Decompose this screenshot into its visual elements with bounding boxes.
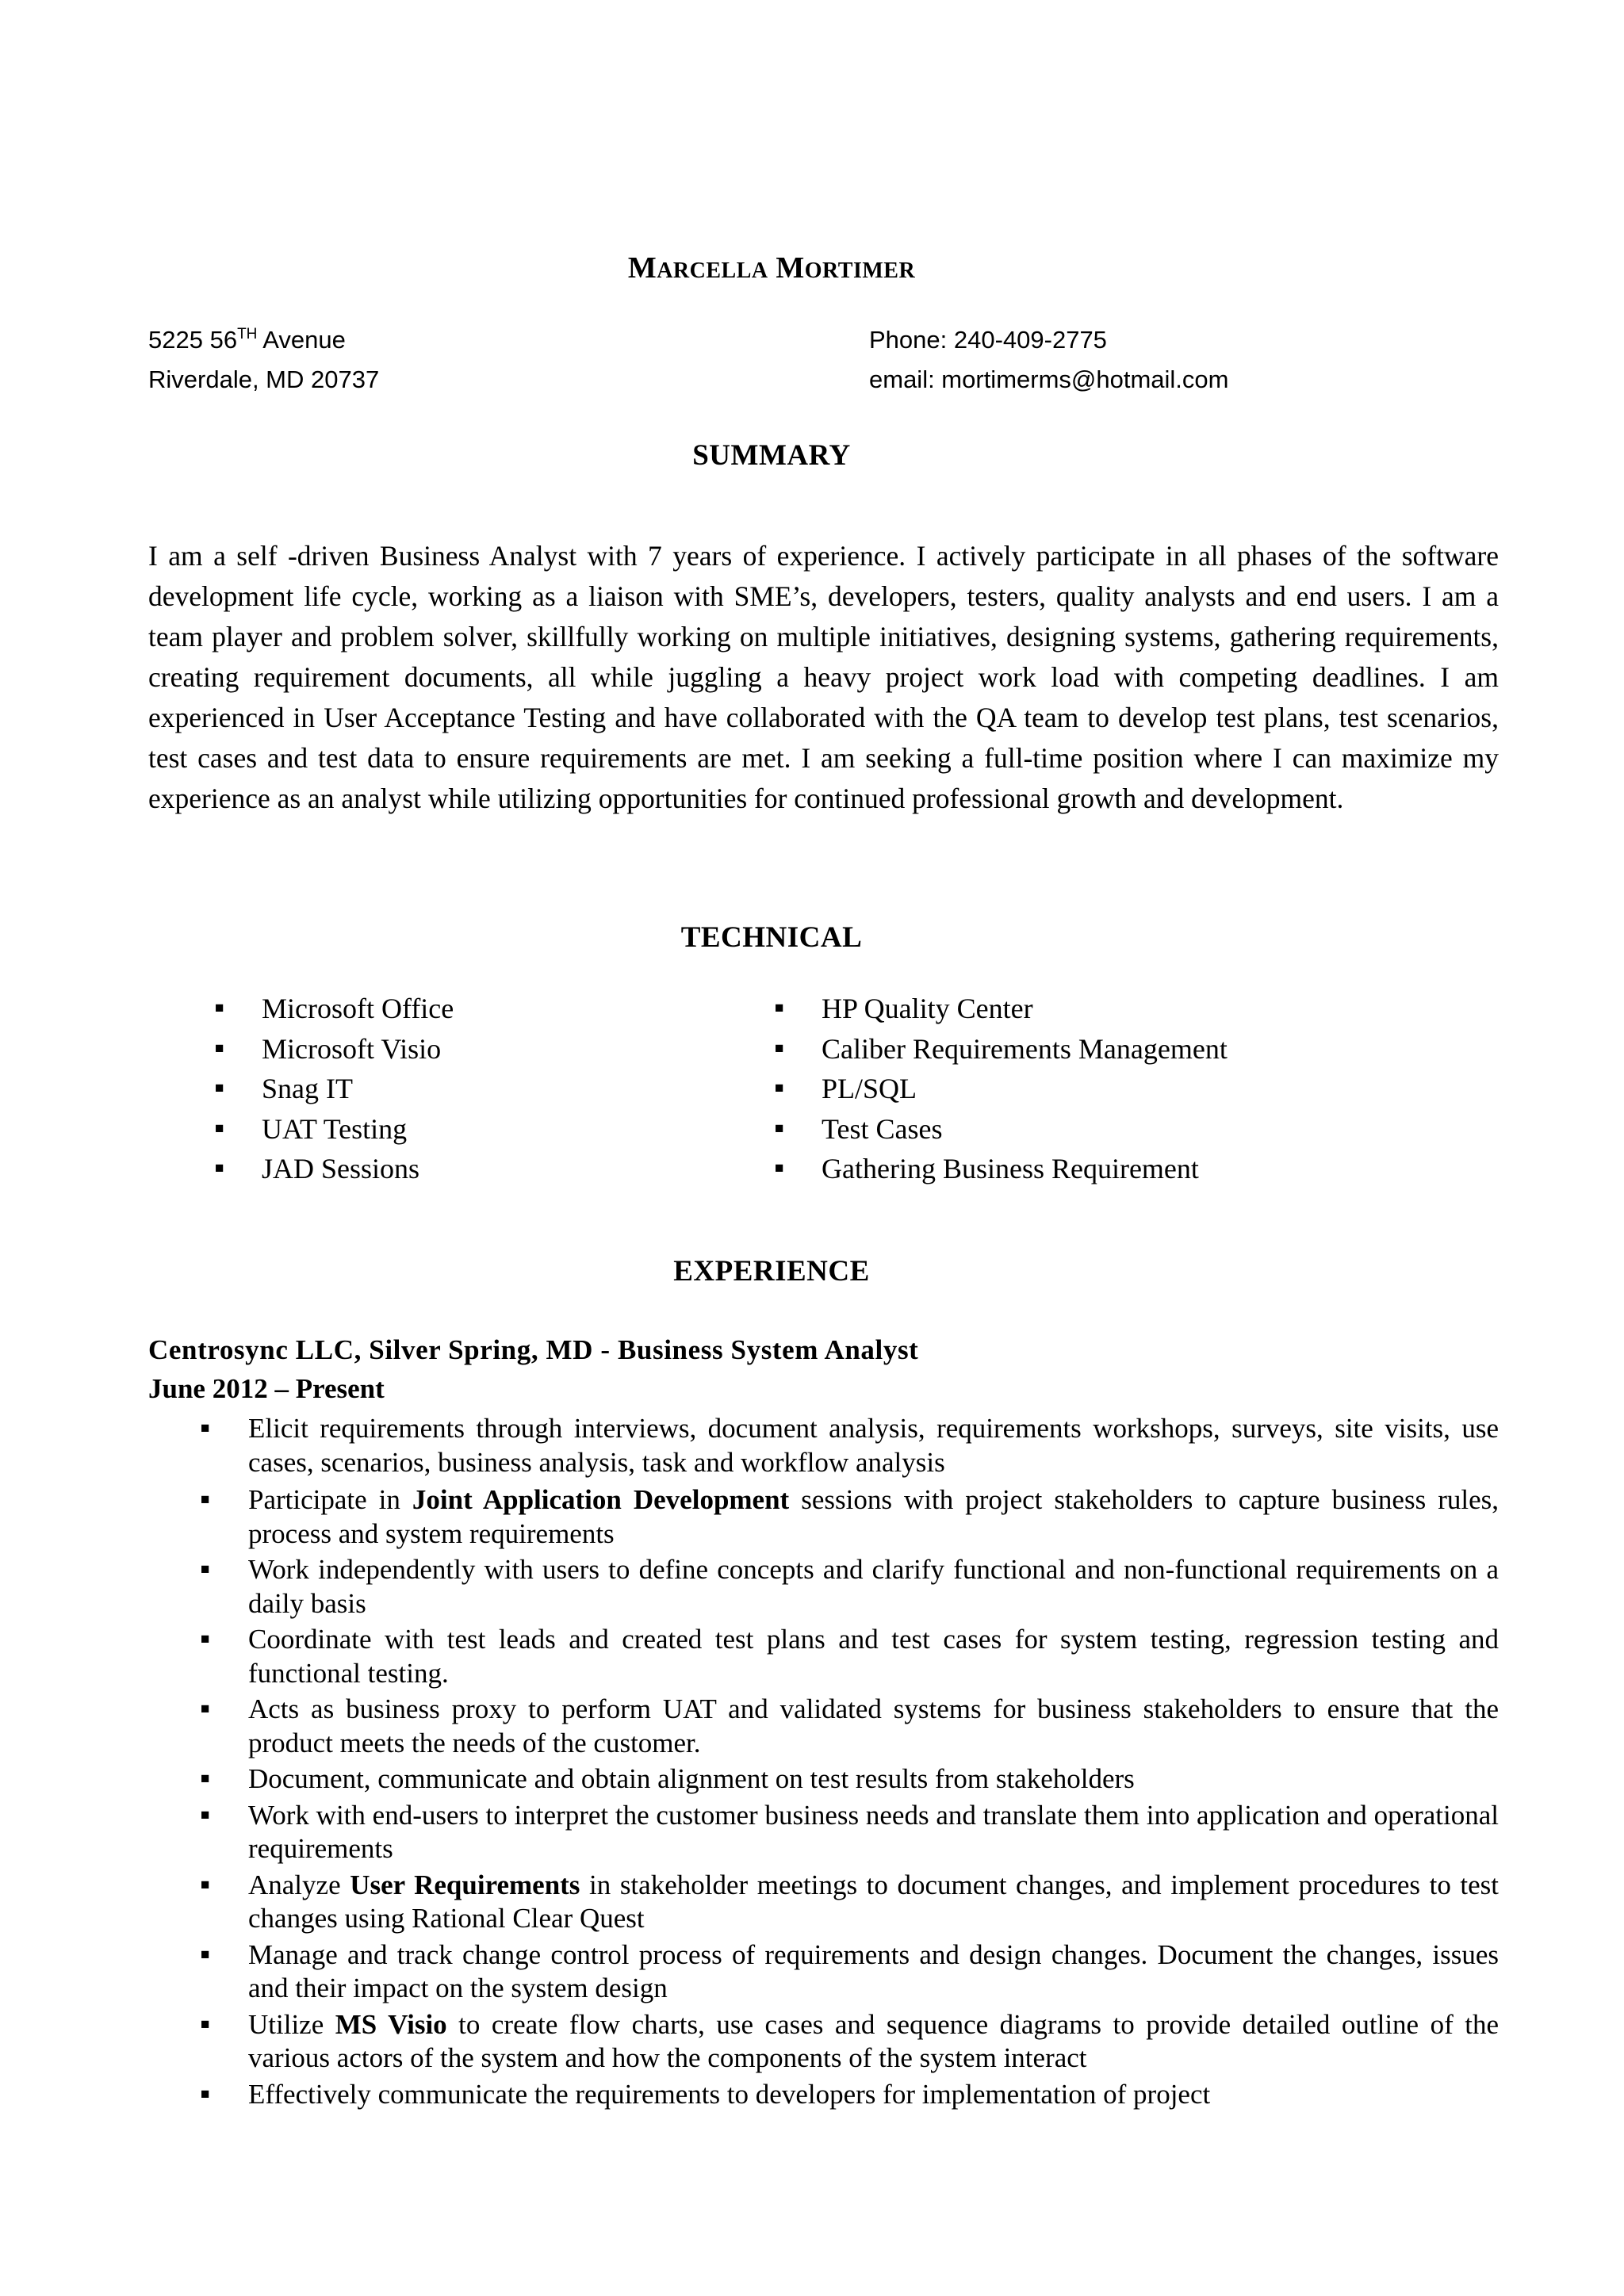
name-last-rest: ORTIMER	[804, 258, 916, 283]
list-item	[775, 1149, 1228, 1189]
duty-text-continued: sessions with project stakeholders to capture business rules, process and system requirements	[248, 1484, 1499, 1549]
duties-list	[148, 1412, 1499, 2114]
square-bullet-icon: ■	[215, 1160, 224, 1177]
resume-name	[0, 251, 1543, 285]
skill-label: JAD Sessions	[262, 1153, 420, 1184]
duty-text: Manage and track change control process of requirements and design changes. Document the changes, issues and their impact on the system design	[248, 1938, 1499, 2003]
skill-label: Caliber Requirements Management	[822, 1032, 1228, 1065]
duty-item	[148, 1938, 1499, 2006]
square-bullet-icon: ■	[215, 1039, 224, 1057]
duty-item	[148, 1623, 1499, 1690]
list-item	[775, 1029, 1228, 1070]
square-bullet-icon: ■	[201, 1561, 210, 1578]
square-bullet-icon: ■	[201, 1876, 210, 1893]
summary-heading: SUMMARY	[692, 439, 851, 472]
list-item	[775, 989, 1228, 1029]
name-first-initial: M	[627, 251, 657, 285]
square-bullet-icon: ■	[201, 1491, 210, 1508]
duty-text: Participate in	[248, 1484, 412, 1515]
square-bullet-icon: ■	[201, 1420, 210, 1437]
technical-list-right	[775, 989, 1228, 1189]
skill-label: UAT Testing	[262, 1112, 408, 1145]
square-bullet-icon: ■	[201, 1770, 210, 1787]
square-bullet-icon: ■	[775, 1080, 784, 1096]
duty-bold-term: Joint Application Development	[412, 1484, 790, 1515]
duty-item	[148, 1762, 1499, 1797]
duty-item	[148, 1799, 1499, 1866]
address-street-name: Avenue	[257, 326, 346, 354]
address-street-number: 5225 56	[148, 326, 238, 354]
duty-item	[148, 1412, 1499, 1479]
duty-text: Analyze	[248, 1869, 350, 1900]
skill-label: Test Cases	[822, 1112, 943, 1145]
list-item	[775, 1109, 1228, 1150]
phone-number: Phone: 240-409-2775	[869, 326, 1107, 354]
square-bullet-icon: ■	[215, 1119, 224, 1137]
square-bullet-icon: ■	[201, 1631, 210, 1647]
experience-heading: EXPERIENCE	[673, 1255, 870, 1288]
square-bullet-icon: ■	[201, 1701, 210, 1717]
duty-bold-term: User Requirements	[350, 1869, 580, 1900]
skill-label: Gathering Business Requirement	[822, 1153, 1199, 1184]
name-first-rest: ARCELLA	[657, 258, 768, 283]
skill-label: Snag IT	[262, 1073, 353, 1104]
duty-text: Document, communicate and obtain alignment on test results from stakeholders	[248, 1763, 1135, 1794]
duty-text: Work independently with users to define concepts and clarify functional and non-functional requirements on a daily basis	[248, 1554, 1499, 1619]
duty-text: Work with end-users to interpret the customer business needs and translate them into application and operational requirements	[248, 1799, 1499, 1864]
square-bullet-icon: ■	[775, 1119, 784, 1137]
square-bullet-icon: ■	[775, 1160, 784, 1177]
name-last-initial: M	[776, 251, 805, 285]
skill-label: Microsoft Visio	[262, 1032, 442, 1065]
duty-item	[148, 1693, 1499, 1760]
duty-item	[148, 1869, 1499, 1936]
address-ordinal-suffix: TH	[237, 326, 258, 342]
skill-label: PL/SQL	[822, 1073, 917, 1104]
job-title: Centrosync LLC, Silver Spring, MD - Business System Analyst	[148, 1334, 919, 1365]
square-bullet-icon: ■	[215, 1000, 224, 1016]
square-bullet-icon: ■	[775, 1039, 784, 1057]
square-bullet-icon: ■	[201, 2015, 210, 2033]
square-bullet-icon: ■	[215, 1080, 224, 1096]
square-bullet-icon: ■	[201, 1946, 210, 1963]
address-line-2: Riverdale, MD 20737	[148, 365, 380, 393]
duty-item	[148, 2008, 1499, 2076]
technical-list-left	[215, 989, 454, 1189]
duty-text-continued: to create flow charts, use cases and sequence diagrams to provide detailed outline of the various actors of the system and how the components of the system interact	[248, 2008, 1499, 2073]
list-item	[775, 1069, 1228, 1109]
skill-label: HP Quality Center	[822, 993, 1033, 1024]
list-item	[215, 989, 454, 1029]
duty-item	[148, 2078, 1499, 2112]
duty-item	[148, 1483, 1499, 1551]
square-bullet-icon: ■	[775, 1000, 784, 1016]
duty-text: Coordinate with test leads and created test plans and test cases for system testing, regression testing and functional testing.	[248, 1624, 1499, 1689]
skill-label: Microsoft Office	[262, 993, 454, 1024]
summary-text: I am a self -driven Business Analyst with 7 years of experience. I actively participate in all phases of the software development life cycle, working as a liaison with SME’s, developers, testers, quality analysts and end users. I am a team player and problem solver, skillfully working on multiple initiatives, designing systems, gathering requirements, creating requirement documents, all while juggling a heavy project work load with competing deadlines. I am experienced in User Acceptance Testing and have collaborated with the QA team to develop test plans, test scenarios, test cases and test data to ensure requirements are met. I am seeking a full-time position where I can maximize my experience as an analyst while utilizing opportunities for continued professional growth and development.	[148, 540, 1499, 814]
technical-heading: TECHNICAL	[680, 921, 863, 954]
job-dates: June 2012 – Present	[148, 1373, 385, 1404]
duty-text: Utilize	[248, 2008, 335, 2040]
list-item	[215, 1109, 454, 1150]
square-bullet-icon: ■	[201, 1806, 210, 1823]
duty-text: Effectively communicate the requirements to developers for implementation of project	[248, 2078, 1211, 2110]
duty-text: Acts as business proxy to perform UAT and validated systems for business stakeholders to ensure that the product meets the needs of the customer.	[248, 1693, 1499, 1758]
duty-text: Elicit requirements through interviews, document analysis, requirements workshops, surveys, site visits, use cases, scenarios, business analysis, task and workflow analysis	[248, 1413, 1499, 1478]
email-address[interactable]: email: mortimerms@hotmail.com	[869, 365, 1229, 393]
list-item	[215, 1149, 454, 1189]
address-line-1	[148, 320, 379, 360]
list-item	[215, 1029, 454, 1070]
list-item	[215, 1069, 454, 1109]
duty-item	[148, 1553, 1499, 1621]
duty-text-continued: in stakeholder meetings to document changes, and implement procedures to test changes using Rational Clear Quest	[248, 1869, 1500, 1934]
contact-block	[869, 320, 1228, 400]
duty-bold-term: MS Visio	[335, 2008, 447, 2040]
address-block	[148, 320, 379, 400]
square-bullet-icon: ■	[201, 2085, 210, 2103]
